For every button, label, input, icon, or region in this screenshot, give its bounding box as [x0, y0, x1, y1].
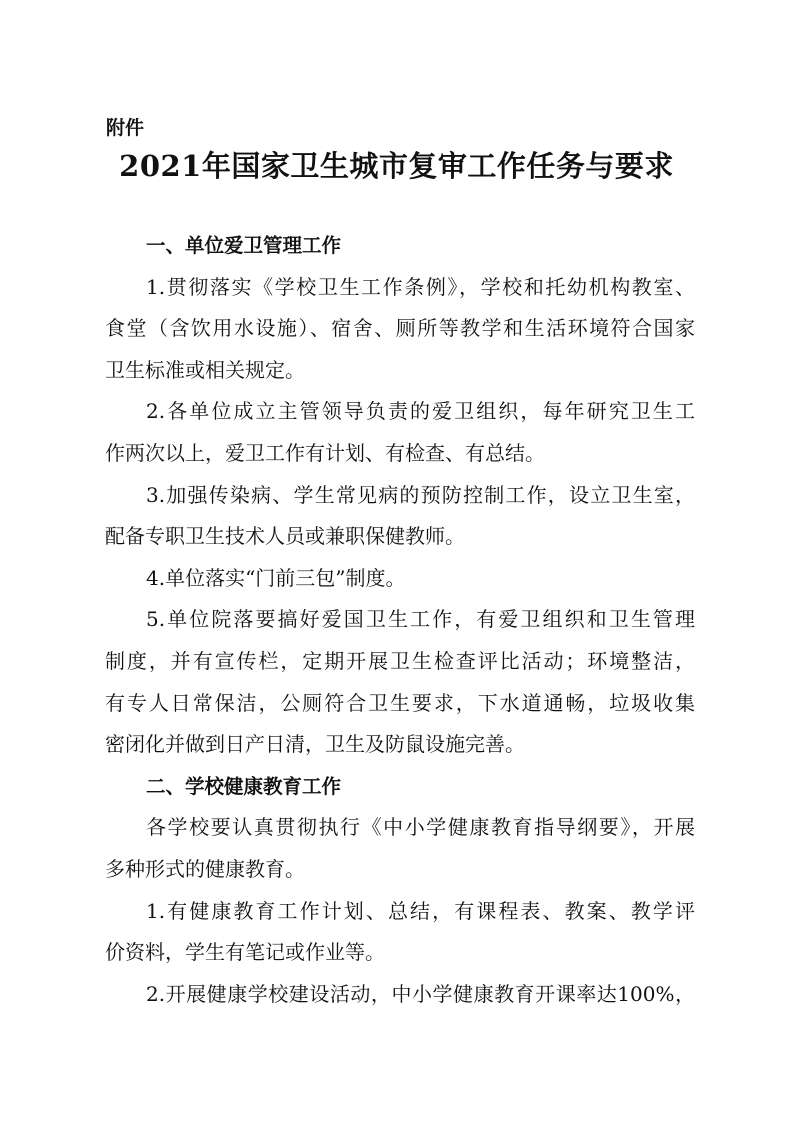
- paragraph-line: 4.单位落实“门前三包”制度。: [146, 565, 406, 590]
- paragraph-line: 价资料，学生有笔记或作业等。: [105, 940, 385, 965]
- paragraph-line: 1.有健康教育工作计划、总结，有课程表、教案、教学评: [146, 898, 695, 923]
- paragraph-line: 各学校要认真贯彻执行《中小学健康教育指导纲要》，开展: [146, 815, 695, 840]
- attachment-label: 附件: [106, 117, 145, 139]
- paragraph-line: 1.贯彻落实《学校卫生工作条例》，学校和托幼机构教室、: [146, 274, 695, 299]
- paragraph-line: 有专人日常保洁，公厕符合卫生要求，下水道通畅，垃圾收集: [105, 690, 695, 715]
- paragraph-line: 3.加强传染病、学生常见病的预防控制工作，设立卫生室，: [146, 482, 695, 507]
- paragraph-line: 作两次以上，爱卫工作有计划、有检查、有总结。: [105, 440, 545, 465]
- paragraph-line: 2.各单位成立主管领导负责的爱卫组织，每年研究卫生工: [146, 399, 695, 424]
- paragraph-line: 制度，并有宣传栏，定期开展卫生检查评比活动；环境整洁，: [105, 648, 695, 673]
- paragraph-line: 多种形式的健康教育。: [105, 856, 305, 881]
- section-heading-2: 二、学校健康教育工作: [146, 774, 342, 798]
- paragraph-line: 配备专职卫生技术人员或兼职保健教师。: [105, 524, 465, 549]
- document-body: [105, 225, 695, 1015]
- section-heading-1: 一、单位爱卫管理工作: [146, 234, 342, 257]
- paragraph-line: 2.开展健康学校建设活动，中小学健康教育开课率达100%，: [146, 981, 695, 1006]
- paragraph-line: 密闭化并做到日产日清，卫生及防鼠设施完善。: [105, 732, 525, 757]
- document-title: 2021年国家卫生城市复审工作任务与要求: [119, 149, 674, 183]
- paragraph-line: 食堂（含饮用水设施）、宿舍、厕所等教学和生活环境符合国家: [105, 316, 695, 341]
- paragraph-line: 卫生标准或相关规定。: [105, 357, 305, 382]
- paragraph-line: 5.单位院落要搞好爱国卫生工作，有爱卫组织和卫生管理: [146, 607, 695, 632]
